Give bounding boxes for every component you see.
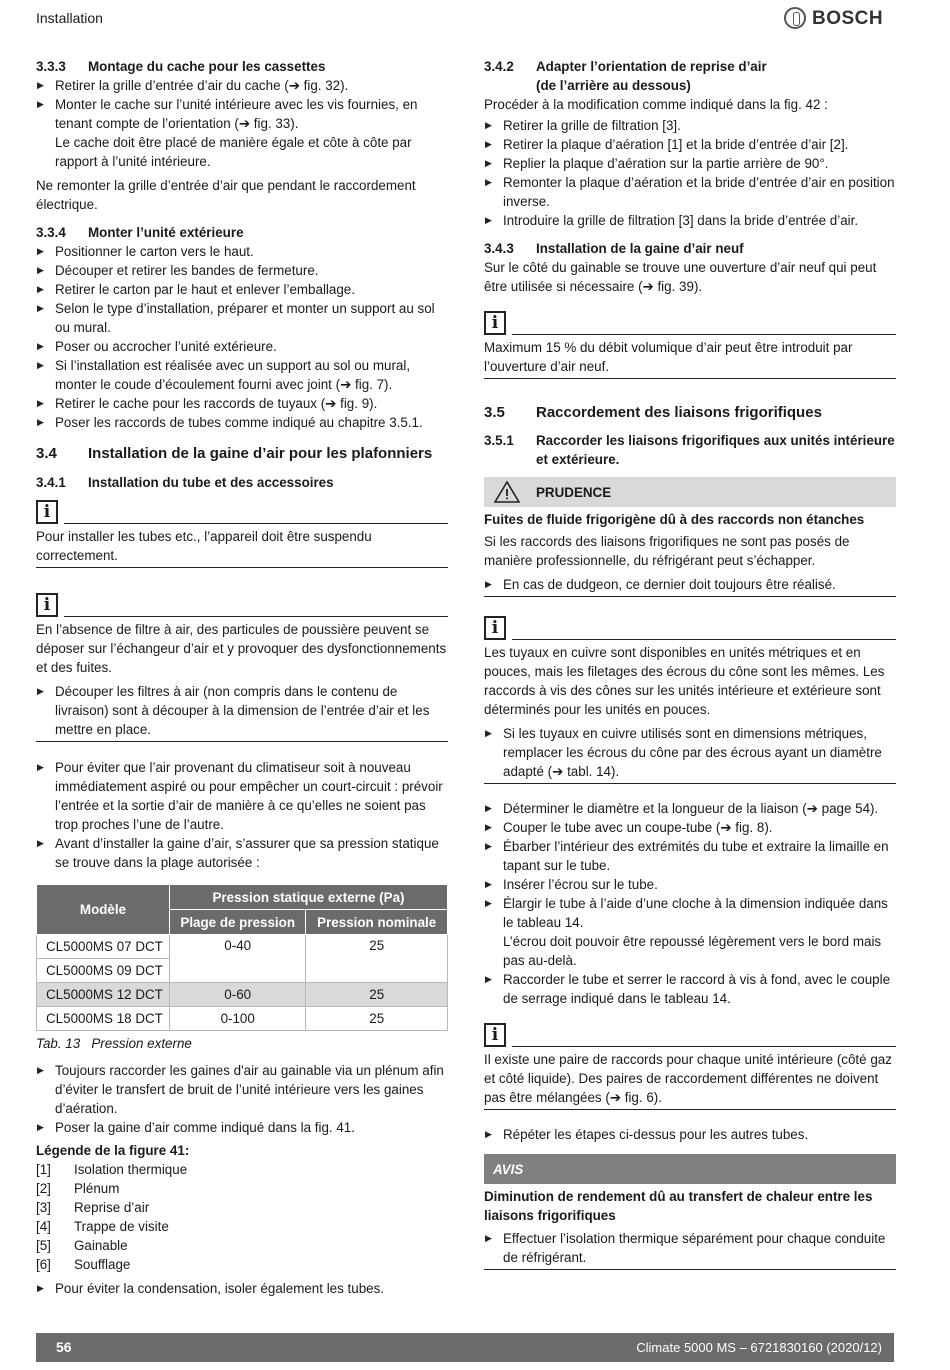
legend-item: [1] Isolation thermique — [36, 1162, 188, 1177]
list-item: ▶ Monter le cache sur l’unité intérieure avec les vis fournies, en tenant compte de l’orientation (➔ fig. 33). Le cache doit être placé de manière égale et côte à côte par rapport à l’unité intérieure. — [36, 95, 448, 171]
info-text: Maximum 15 % du débit volumique d’air peut être introduit par l’ouverture d’air neuf. — [484, 340, 853, 374]
table-row: CL5000MS 07 DCT 0-40 25 — [37, 935, 448, 959]
header-section-label: Installation — [36, 10, 103, 26]
heading-3-5: 3.5 Raccordement des liaisons frigorifiques — [484, 404, 822, 421]
page-number: 56 — [56, 1339, 72, 1355]
left-column — [36, 57, 448, 1298]
heading-3-3-3: 3.3.3 Montage du cache pour les cassettes — [36, 59, 326, 74]
list-item: ▶ Poser les raccords de tubes comme indiqué au chapitre 3.5.1. — [36, 413, 448, 432]
info-text: Les tuyaux en cuivre sont disponibles en unités métriques et en pouces, mais les filetages des écrous du cône sont les mêmes. Les raccords à vis des cônes sur les unités intérieure et extérieure sont déterminés pour les unités en pouces. — [484, 645, 885, 717]
info-block — [36, 500, 448, 524]
list-item: ▶ Retirer le carton par le haut et enlever l’emballage. — [36, 280, 448, 299]
list-item: ▶ Introduire la grille de filtration [3] dans la bride d’entrée d’air. — [484, 211, 896, 230]
list-item: ▶ Si les tuyaux en cuivre utilisés sont en dimensions métriques, remplacer les écrous du cône par des écrous ayant un diamètre adapté (➔ tabl. 14). — [484, 724, 896, 781]
list-item: ▶ Retirer la grille de filtration [3]. — [484, 116, 896, 135]
list-item: ▶ Si l’installation est réalisée avec un support au sol ou mural, monter le coude d’écoulement fourni avec joint (➔ fig. 7). — [36, 356, 448, 394]
list-item: ▶ Retirer la grille d’entrée d’air du cache (➔ fig. 32). — [36, 76, 448, 95]
legend-item: [2] Plénum — [36, 1181, 120, 1196]
list-item: ▶ Toujours raccorder les gaines d'air au gainable via un plénum afin d’éviter le transfert de bruit de l’unité intérieure vers les gaines d’aération. — [36, 1061, 448, 1118]
table-row: CL5000MS 18 DCT 0-100 25 — [37, 1007, 448, 1031]
list-item: ▶ Retirer la plaque d’aération [1] et la bride d’entrée d’air [2]. — [484, 135, 896, 154]
info-icon: i — [484, 311, 506, 335]
list-item: ▶ Élargir le tube à l’aide d’une cloche à la dimension indiquée dans le tableau 14. L’écrou doit pouvoir être repoussé légèrement vers le bord mais pas au-delà. — [484, 894, 896, 970]
bosch-logo — [784, 7, 883, 29]
list-item: ▶ Poser la gaine d’air comme indiqué dans la fig. 41. — [36, 1118, 448, 1137]
warning-banner — [484, 477, 896, 507]
paragraph: Sur le côté du gainable se trouve une ouverture d’air neuf qui peut être utilisée si nécessaire (➔ fig. 39). — [484, 260, 877, 294]
list-item: ▶ Raccorder le tube et serrer le raccord à vis à fond, avec le couple de serrage indiqué dans le tableau 14. — [484, 970, 896, 1008]
notice-label: AVIS — [493, 1161, 524, 1177]
info-icon: i — [36, 593, 58, 617]
page-footer — [36, 1333, 894, 1362]
list-item: ▶ Découper les filtres à air (non compris dans le contenu de livraison) sont à découper à la dimension de l’entrée d’air et les mettre en place. — [36, 682, 448, 739]
table-header: Pression nominale — [306, 910, 448, 935]
warning-triangle-icon — [492, 480, 522, 504]
info-text: Pour installer les tubes etc., l’appareil doit être suspendu correctement. — [36, 529, 372, 563]
legend-item: [6] Soufflage — [36, 1257, 131, 1272]
right-column — [484, 57, 896, 1270]
document-reference: Climate 5000 MS – 6721830160 (2020/12) — [636, 1340, 882, 1355]
heading-3-4-2: 3.4.2 Adapter l’orientation de reprise d’air (de l’arrière au dessous) — [484, 59, 767, 93]
heading-3-5-1: 3.5.1 Raccorder les liaisons frigorifiques aux unités intérieure et extérieure. — [484, 433, 895, 467]
legend-item: [3] Reprise d’air — [36, 1200, 150, 1215]
list-item: ▶ Ébarber l’intérieur des extrémités du tube et extraire la limaille en tapant sur le tube. — [484, 837, 896, 875]
table-caption: Tab. 13 Pression externe — [36, 1036, 192, 1051]
paragraph: Ne remonter la grille d’entrée d’air que pendant le raccordement électrique. — [36, 178, 416, 212]
table-header: Modèle — [37, 885, 170, 935]
legend-list — [36, 1160, 448, 1274]
notice-banner — [484, 1154, 896, 1184]
paragraph: Procéder à la modification comme indiqué dans la fig. 42 : — [484, 97, 828, 112]
heading-3-4-3: 3.4.3 Installation de la gaine d’air neuf — [484, 241, 744, 256]
legend-item: [5] Gainable — [36, 1238, 128, 1253]
list-item: ▶ Répéter les étapes ci-dessus pour les autres tubes. — [484, 1125, 896, 1144]
info-block — [484, 1023, 896, 1047]
table-header: Pression statique externe (Pa) — [170, 885, 448, 910]
list-item: ▶ Poser ou accrocher l’unité extérieure. — [36, 337, 448, 356]
list-item: ▶ En cas de dudgeon, ce dernier doit toujours être réalisé. — [484, 575, 896, 594]
table-header: Plage de pression — [170, 910, 306, 935]
info-block — [484, 311, 896, 335]
list-item: ▶ Couper le tube avec un coupe-tube (➔ fig. 8). — [484, 818, 896, 837]
warning-label: PRUDENCE — [536, 484, 612, 500]
list-item: ▶ Pour éviter la condensation, isoler également les tubes. — [36, 1279, 448, 1298]
info-icon: i — [484, 616, 506, 640]
brand-name: BOSCH — [812, 7, 884, 29]
heading-3-4: 3.4 Installation de la gaine d’air pour les plafonniers — [36, 445, 433, 462]
list-item: ▶ Pour éviter que l’air provenant du climatiseur soit à nouveau immédiatement aspiré ou pour empêcher un court-circuit : prévoir l’entrée et la sortie d’air de manière à ce qu’elles ne soient pas trop proches l’une de l’autre. — [36, 758, 448, 834]
bosch-armature-icon — [784, 7, 806, 29]
list-item: ▶ Déterminer le diamètre et la longueur de la liaison (➔ page 54). — [484, 799, 896, 818]
list-item: ▶ Selon le type d’installation, préparer et monter un support au sol ou mural. — [36, 299, 448, 337]
list-item: ▶ Replier la plaque d’aération sur la partie arrière de 90°. — [484, 154, 896, 173]
notice-title: Diminution de rendement dû au transfert de chaleur entre les liaisons frigorifiques — [484, 1189, 873, 1223]
table-row: CL5000MS 09 DCT — [37, 959, 448, 983]
list-item: ▶ Avant d’installer la gaine d’air, s’assurer que sa pression statique se trouve dans la plage autorisée : — [36, 834, 448, 872]
info-block — [36, 593, 448, 617]
info-block — [484, 616, 896, 640]
list-item: ▶ Découper et retirer les bandes de fermeture. — [36, 261, 448, 280]
table-row: CL5000MS 12 DCT 0-60 25 — [37, 983, 448, 1007]
heading-3-4-1: 3.4.1 Installation du tube et des accessoires — [36, 475, 334, 490]
heading-3-3-4: 3.3.4 Monter l’unité extérieure — [36, 225, 244, 240]
info-text: En l’absence de filtre à air, des particules de poussière peuvent se déposer sur l’échangeur d’air et y provoquer des dysfonctionnements et des fuites. — [36, 622, 447, 675]
legend-item: [4] Trappe de visite — [36, 1219, 169, 1234]
info-icon: i — [484, 1023, 506, 1047]
list-item: ▶ Effectuer l’isolation thermique séparément pour chaque conduite de réfrigérant. — [484, 1229, 896, 1267]
list-item: ▶ Retirer le cache pour les raccords de tuyaux (➔ fig. 9). — [36, 394, 448, 413]
list-item: ▶ Remonter la plaque d’aération et la bride d’entrée d’air en position inverse. — [484, 173, 896, 211]
list-item: ▶ Positionner le carton vers le haut. — [36, 242, 448, 261]
legend-title: Légende de la figure 41: — [36, 1143, 190, 1158]
pressure-table — [36, 884, 448, 1031]
info-icon: i — [36, 500, 58, 524]
info-text: Il existe une paire de raccords pour chaque unité intérieure (côté gaz et côté liquide). Des paires de raccordement différentes ne doivent pas être mélangées (➔ fig. 6). — [484, 1052, 892, 1105]
warning-text: Si les raccords des liaisons frigorifiques ne sont pas posés de manière professionnelle, du réfrigérant peut s’échapper. — [484, 534, 850, 568]
warning-title: Fuites de fluide frigorigène dû à des raccords non étanches — [484, 512, 865, 527]
list-item: ▶ Insérer l’écrou sur le tube. — [484, 875, 896, 894]
